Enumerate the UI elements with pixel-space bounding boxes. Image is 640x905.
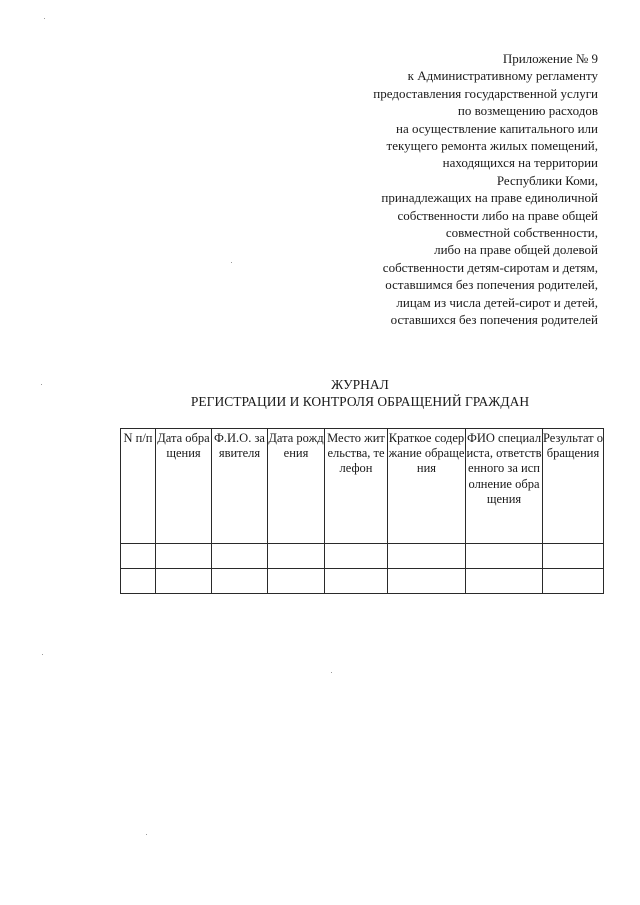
header-result: Результат обращения [543,429,604,544]
table-cell [325,544,388,569]
appendix-line: лицам из числа детей-сирот и детей, [396,294,598,310]
table-cell [268,569,325,594]
journal-heading [120,376,600,410]
appendix-line: к Административному регламенту [407,68,598,84]
header-applicant-name: Ф.И.О. заявителя [212,429,268,544]
appendix-line: Республики Коми, [496,172,598,188]
table-cell [466,569,543,594]
appendix-line: текущего ремонта жилых помещений, [386,138,598,154]
header-responsible-specialist: ФИО специалиста, ответственного за исполнение обращения [466,429,543,544]
journal-title: ЖУРНАЛ [331,377,389,392]
table-cell [325,569,388,594]
table-cell [388,569,466,594]
table-cell [121,569,156,594]
journal-subtitle: РЕГИСТРАЦИИ И КОНТРОЛЯ ОБРАЩЕНИЙ ГРАЖДАН [190,394,530,409]
header-request-date: Дата обращения [156,429,212,544]
appendix-line: собственности детям-сиротам и детям, [382,259,598,275]
scan-speck [331,672,332,673]
table-cell [212,544,268,569]
header-birth-date: Дата рождения [268,429,325,544]
appendix-header [298,50,598,329]
scan-speck [42,654,43,655]
table-cell [466,544,543,569]
appendix-line: оставшихся без попечения родителей [390,312,598,328]
scan-speck [41,384,42,385]
appendix-line: совместной собственности, [445,225,598,241]
appendix-line: находящихся на территории [442,155,598,171]
appendix-line: принадлежащих на праве единоличной [381,190,598,206]
table-cell [388,544,466,569]
header-summary: Краткое содержание обращения [388,429,466,544]
appendix-line: либо на праве общей долевой [434,242,598,258]
header-residence-phone: Место жительства, телефон [325,429,388,544]
registration-table [120,428,604,594]
appendix-line: собственности либо на праве общей [397,207,598,223]
appendix-line: по возмещению расходов [457,103,598,119]
scan-speck [231,262,232,263]
table-header-row [121,429,604,544]
table-cell [543,544,604,569]
table-cell [156,569,212,594]
table-cell [212,569,268,594]
table-cell [543,569,604,594]
appendix-line: оставшимся без попечения родителей, [385,277,598,293]
table-row [121,544,604,569]
table-row [121,569,604,594]
appendix-line: на осуществление капитального или [395,120,598,136]
table-cell [121,544,156,569]
table-cell [268,544,325,569]
table-cell [156,544,212,569]
scan-speck [146,834,147,835]
scan-speck [44,18,45,19]
header-number: N п/п [121,429,156,544]
appendix-line: предоставления государственной услуги [373,85,598,101]
appendix-line: Приложение № 9 [502,51,598,66]
